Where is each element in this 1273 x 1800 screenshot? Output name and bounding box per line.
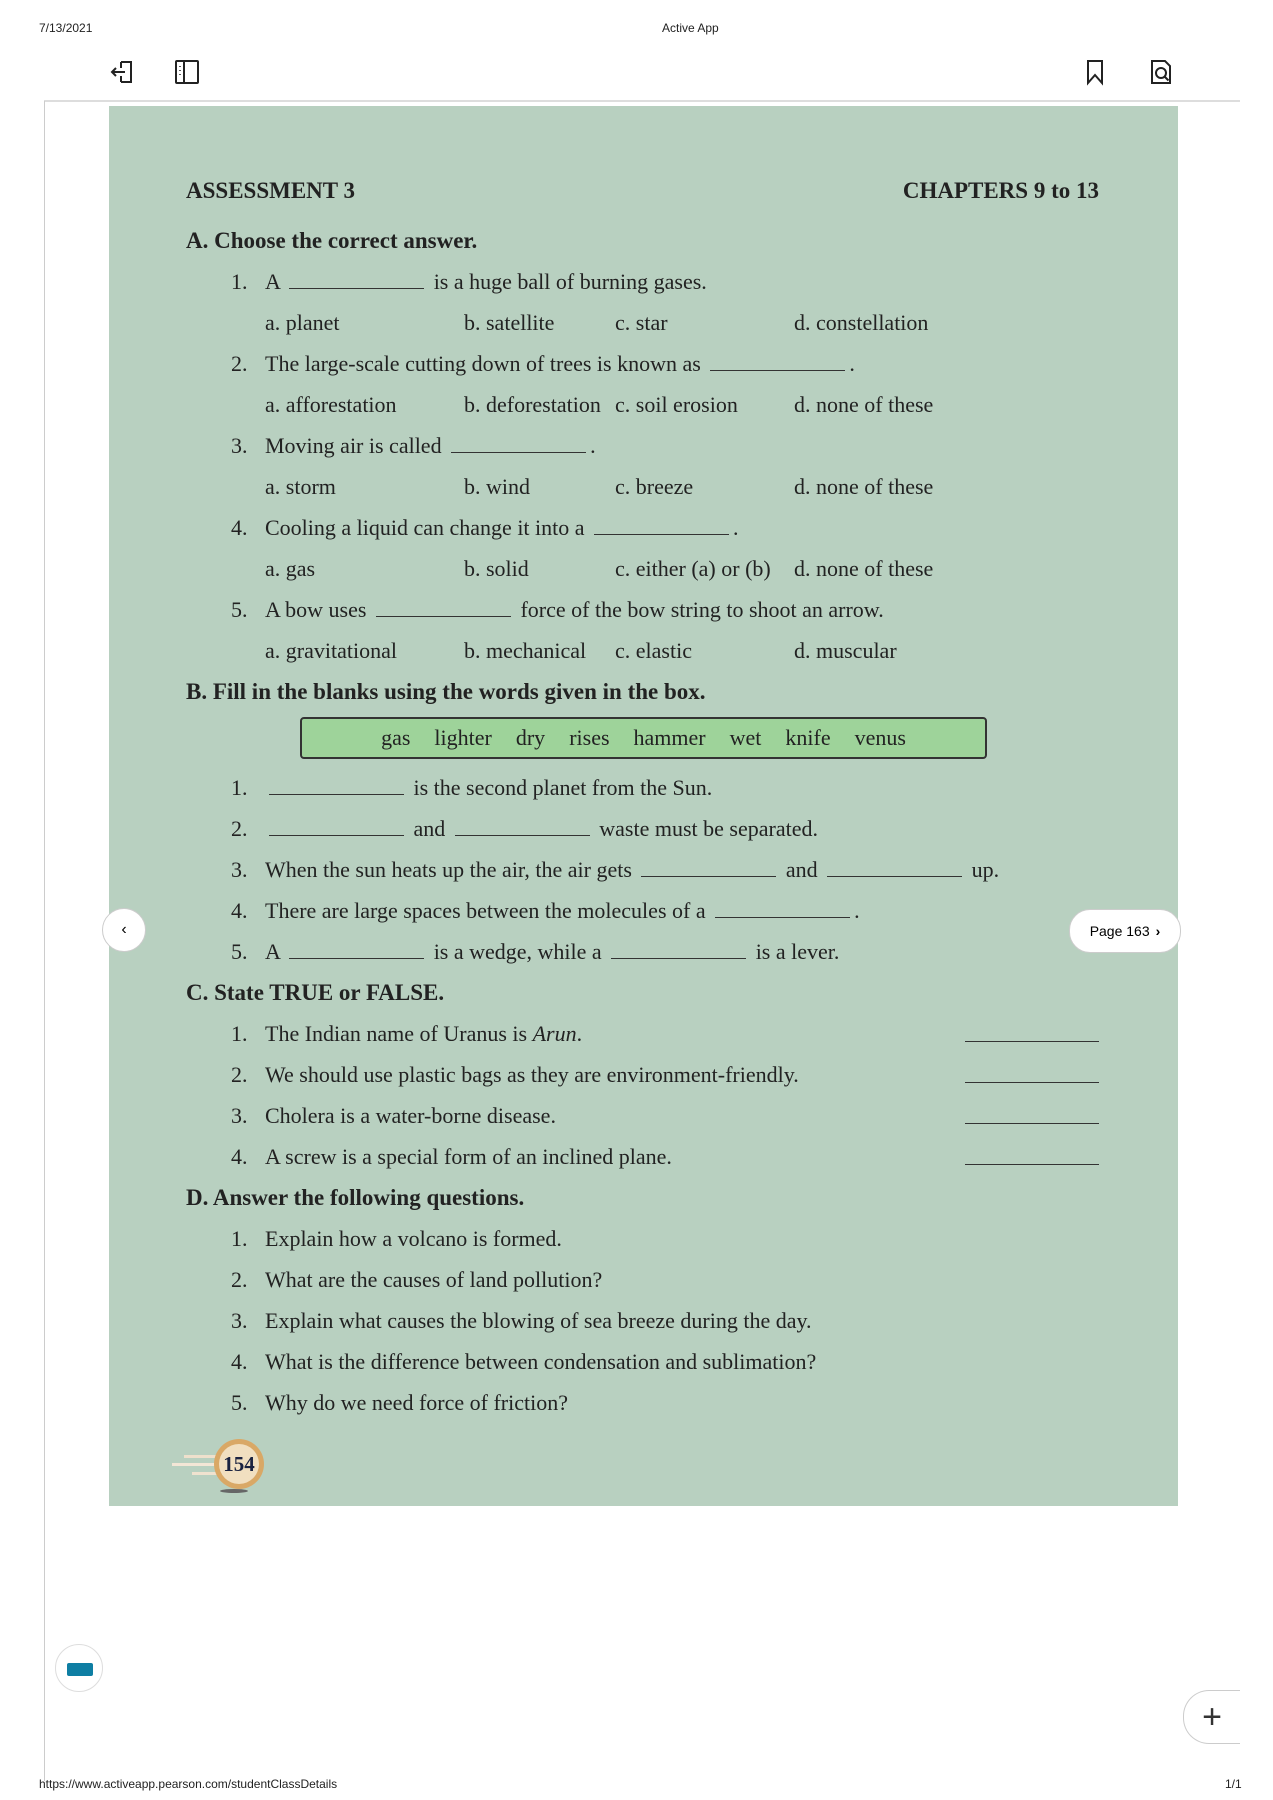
tools-icon	[67, 1663, 93, 1676]
question-text	[265, 425, 596, 466]
question-text-segment: A bow uses	[265, 597, 372, 622]
question-text-segment: and	[780, 857, 824, 882]
options-row	[186, 302, 1208, 343]
question-row	[186, 1341, 1208, 1382]
question-text-segment: is a lever.	[750, 939, 840, 964]
options-row	[186, 384, 1208, 425]
question-text-segment: Moving air is called	[265, 433, 448, 458]
answer-blank	[710, 350, 845, 371]
true-false-blank	[965, 1082, 1099, 1083]
question-text-segment: is a huge ball of burning gases.	[428, 269, 707, 294]
question-text-segment: When the sun heats up the air, the air gets	[265, 857, 638, 882]
answer-blank	[269, 774, 404, 795]
window-title: Active App	[662, 21, 719, 35]
question-text-segment: There are large spaces between the molecules of a	[265, 898, 712, 923]
question-text	[265, 1136, 672, 1177]
question-number: 4.	[231, 515, 248, 540]
answer-option: d. none of these	[794, 392, 934, 417]
options-row	[186, 630, 1208, 671]
options-row	[186, 466, 1208, 507]
answer-option: d. muscular	[794, 638, 897, 663]
answer-blank	[455, 815, 590, 836]
question-text	[265, 1054, 799, 1095]
section-heading: A. Choose the correct answer.	[186, 228, 478, 253]
word-box-item: gas	[381, 725, 411, 750]
question-text-segment: .	[733, 515, 739, 540]
answer-option: a. storm	[265, 474, 336, 499]
question-text-segment: What are the causes of land pollution?	[265, 1267, 603, 1292]
answer-blank	[715, 897, 850, 918]
question-number: 3.	[231, 857, 248, 882]
question-text	[265, 931, 839, 972]
question-text-segment: Cooling a liquid can change it into a	[265, 515, 591, 540]
question-number: 1.	[231, 1021, 248, 1046]
answer-option: a. gravitational	[265, 638, 397, 663]
question-number: 1.	[231, 269, 248, 294]
answer-blank	[289, 938, 424, 959]
answer-option: c. either (a) or (b)	[615, 556, 771, 581]
question-text	[265, 261, 707, 302]
true-false-blank	[965, 1041, 1099, 1042]
question-text-segment: Explain how a volcano is formed.	[265, 1226, 562, 1251]
true-false-blank	[965, 1123, 1099, 1124]
answer-option: c. elastic	[615, 638, 692, 663]
word-box	[300, 717, 987, 759]
answer-option: b. deforestation	[464, 392, 601, 417]
question-row	[186, 1259, 1208, 1300]
question-row	[186, 767, 1208, 808]
answer-blank	[611, 938, 746, 959]
question-text	[265, 589, 884, 630]
answer-option: c. star	[615, 310, 668, 335]
word-box-item: venus	[854, 725, 906, 750]
print-date: 7/13/2021	[39, 21, 93, 35]
question-text	[265, 507, 739, 548]
question-text	[265, 808, 818, 849]
question-text	[265, 1300, 812, 1341]
answer-option: d. none of these	[794, 474, 934, 499]
question-text-segment: We should use plastic bags as they are environment-friendly.	[265, 1062, 799, 1087]
answer-blank	[451, 432, 586, 453]
answer-blank	[827, 856, 962, 877]
question-row	[186, 261, 1208, 302]
question-text	[265, 1013, 582, 1054]
question-row	[186, 1013, 1208, 1054]
question-number: 4.	[231, 1144, 248, 1169]
toolbar-divider	[44, 100, 1240, 102]
answer-option: d. constellation	[794, 310, 929, 335]
section-heading: C. State TRUE or FALSE.	[186, 980, 445, 1005]
answer-option: a. planet	[265, 310, 340, 335]
sidebar-toggle-icon[interactable]	[173, 58, 201, 86]
word-box-item: knife	[785, 725, 831, 750]
question-text-segment: up.	[966, 857, 1000, 882]
question-row	[186, 1136, 1208, 1177]
question-text	[265, 1341, 816, 1382]
plus-icon: +	[1202, 1697, 1222, 1736]
question-text-segment: and	[408, 816, 451, 841]
question-number: 2.	[231, 351, 248, 376]
page-number: 154	[223, 1452, 255, 1476]
word-box-item: rises	[569, 725, 610, 750]
question-row	[186, 425, 1208, 466]
tools-button[interactable]	[55, 1644, 103, 1692]
answer-blank	[269, 815, 404, 836]
question-number: 4.	[231, 898, 248, 923]
chapters-label: CHAPTERS 9 to 13	[902, 178, 1099, 203]
answer-option: b. wind	[464, 474, 530, 499]
question-text-segment: Arun	[532, 1021, 577, 1046]
question-number: 3.	[231, 1308, 248, 1333]
question-row	[186, 343, 1208, 384]
question-text-segment: Explain what causes the blowing of sea breeze during the day.	[265, 1308, 812, 1333]
answer-option: a. gas	[265, 556, 316, 581]
answer-option: b. mechanical	[464, 638, 587, 663]
true-false-blank	[965, 1164, 1099, 1165]
answer-option: b. solid	[464, 556, 529, 581]
question-text-segment: is a wedge, while a	[428, 939, 608, 964]
page-label: Page 163	[1089, 923, 1150, 939]
chevron-right-icon: ›	[1155, 923, 1161, 939]
question-row	[186, 1300, 1208, 1341]
question-row	[186, 507, 1208, 548]
question-number: 2.	[231, 1062, 248, 1087]
question-text	[265, 767, 712, 808]
question-row	[186, 1382, 1208, 1423]
question-text-segment: The large-scale cutting down of trees is known as	[265, 351, 707, 376]
question-row	[186, 890, 1208, 931]
question-text-segment: .	[576, 1021, 583, 1046]
answer-option: d. none of these	[794, 556, 934, 581]
question-text-segment: Why do we need force of friction?	[265, 1390, 568, 1415]
question-text-segment: waste must be separated.	[593, 816, 818, 841]
question-number: 2.	[231, 816, 248, 841]
question-text-segment: A	[265, 939, 286, 964]
answer-option: c. soil erosion	[615, 392, 738, 417]
exit-icon[interactable]	[109, 58, 137, 86]
question-text-segment: .	[590, 433, 596, 458]
zoom-in-button[interactable]	[1183, 1690, 1240, 1744]
answer-option: a. afforestation	[265, 392, 397, 417]
answer-blank	[376, 596, 511, 617]
question-text-segment: What is the difference between condensation and sublimation?	[265, 1349, 817, 1374]
answer-option: c. breeze	[615, 474, 694, 499]
question-number: 5.	[231, 597, 248, 622]
question-row	[186, 808, 1208, 849]
assessment-title: ASSESSMENT 3	[186, 178, 355, 203]
question-number: 2.	[231, 1267, 248, 1292]
question-number: 1.	[231, 1226, 248, 1251]
question-text	[265, 849, 999, 890]
question-row	[186, 1218, 1208, 1259]
answer-blank	[289, 268, 424, 289]
question-row	[186, 1095, 1208, 1136]
viewer-border	[44, 101, 45, 1781]
question-text-segment: A screw is a special form of an inclined plane.	[265, 1144, 672, 1169]
question-number: 3.	[231, 433, 248, 458]
chevron-left-icon: ‹	[121, 921, 127, 938]
question-number: 4.	[231, 1349, 248, 1374]
question-text	[265, 1382, 568, 1423]
footer-url: https://www.activeapp.pearson.com/studentClassDetails	[39, 1777, 338, 1791]
question-text-segment: Cholera is a water-borne disease.	[265, 1103, 556, 1128]
question-text-segment: The Indian name of Uranus is	[265, 1021, 533, 1046]
question-text	[265, 1259, 602, 1300]
section-heading: D. Answer the following questions.	[186, 1185, 525, 1210]
footer-page-count: 1/1	[1225, 1777, 1242, 1791]
question-text	[265, 890, 860, 931]
question-text-segment: force of the bow string to shoot an arrow.	[514, 597, 884, 622]
answer-blank	[594, 514, 729, 535]
question-row	[186, 589, 1208, 630]
question-number: 3.	[231, 1103, 248, 1128]
question-text-segment: A	[265, 269, 286, 294]
answer-blank	[641, 856, 776, 877]
question-row	[186, 931, 1208, 972]
question-text	[265, 1218, 562, 1259]
bookmark-icon[interactable]	[1081, 58, 1109, 86]
question-number: 5.	[231, 939, 248, 964]
question-text-segment: .	[854, 898, 860, 923]
word-box-item: lighter	[434, 725, 492, 750]
book-page	[109, 106, 1178, 1506]
page-number-badge	[172, 1434, 272, 1494]
question-text	[265, 1095, 556, 1136]
question-text-segment: .	[849, 351, 855, 376]
options-row	[186, 548, 1208, 589]
search-document-icon[interactable]	[1147, 58, 1175, 86]
question-row	[186, 849, 1208, 890]
previous-page-button[interactable]	[102, 908, 146, 952]
question-text	[265, 343, 855, 384]
next-page-button[interactable]	[1069, 909, 1181, 953]
answer-option: b. satellite	[464, 310, 555, 335]
question-number: 1.	[231, 775, 248, 800]
question-number: 5.	[231, 1390, 248, 1415]
question-row	[186, 1054, 1208, 1095]
word-box-item: wet	[729, 725, 762, 750]
word-box-item: dry	[515, 725, 546, 750]
question-text-segment: is the second planet from the Sun.	[408, 775, 713, 800]
section-heading: B. Fill in the blanks using the words given in the box.	[186, 679, 706, 704]
word-box-item: hammer	[633, 725, 706, 750]
